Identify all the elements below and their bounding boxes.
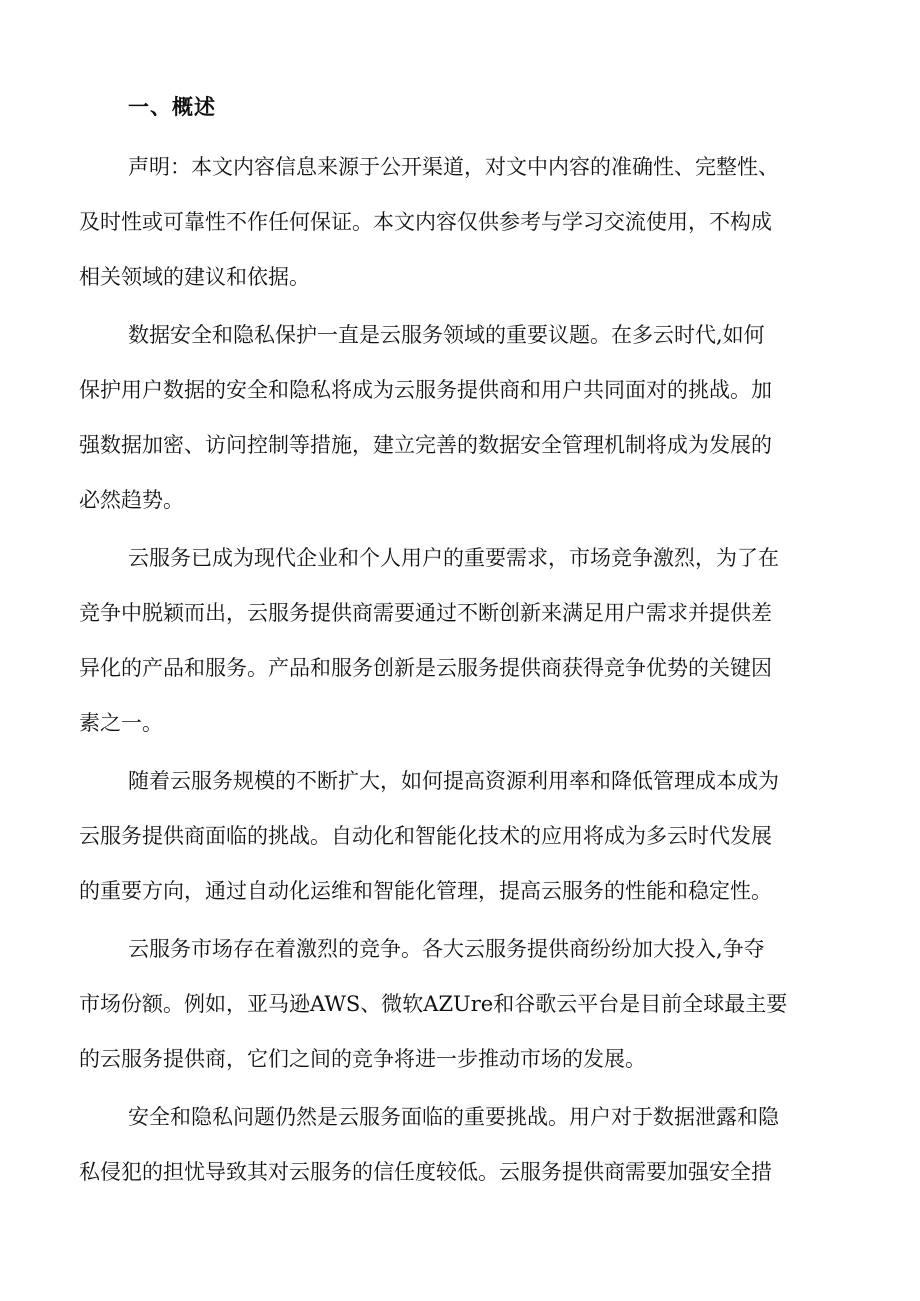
paragraph-line: 的重要方向，通过自动化运维和智能化管理，提高云服务的性能和稳定性。 xyxy=(79,879,772,903)
paragraph-line: 云服务市场存在着激烈的竞争。各大云服务提供商纷纷加大投入,争夺 xyxy=(128,937,765,961)
paragraph-line: 相关领域的建议和依据。 xyxy=(79,265,310,289)
paragraph-line: 必然趋势。 xyxy=(79,488,184,512)
paragraph-line: 异化的产品和服务。产品和服务创新是云服务提供商获得竞争优势的关键因 xyxy=(79,656,772,680)
paragraph-line: 的云服务提供商，它们之间的竞争将进一步推动市场的发展。 xyxy=(79,1047,646,1071)
paragraph-line: 随着云服务规模的不断扩大，如何提高资源利用率和降低管理成本成为 xyxy=(128,769,779,793)
section-heading: 一、概述 xyxy=(128,94,216,119)
paragraph-line: 云服务提供商面临的挑战。自动化和智能化技术的应用将成为多云时代发展 xyxy=(79,824,772,848)
paragraph-line: 安全和隐私问题仍然是云服务面临的重要挑战。用户对于数据泄露和隐 xyxy=(128,1105,779,1129)
paragraph-line: 素之一。 xyxy=(79,711,163,735)
paragraph-line: 及时性或可靠性不作任何保证。本文内容仅供参考与学习交流使用，不构成 xyxy=(79,210,772,234)
paragraph-line: 竞争中脱颖而出，云服务提供商需要通过不断创新来满足用户需求并提供差 xyxy=(79,601,772,625)
paragraph-line: 数据安全和隐私保护一直是云服务领域的重要议题。在多云时代,如何 xyxy=(128,323,765,347)
paragraph-line: 强数据加密、访问控制等措施，建立完善的数据安全管理机制将成为发展的 xyxy=(79,433,772,457)
paragraph-line: 保护用户数据的安全和隐私将成为云服务提供商和用户共同面对的挑战。加 xyxy=(79,378,772,402)
paragraph-line: 云服务已成为现代企业和个人用户的重要需求，市场竞争激烈，为了在 xyxy=(128,546,779,570)
paragraph-line: 私侵犯的担忧导致其对云服务的信任度较低。云服务提供商需要加强安全措 xyxy=(79,1160,772,1184)
paragraph-line: 声明：本文内容信息来源于公开渠道，对文中内容的准确性、完整性、 xyxy=(128,155,779,179)
paragraph-line: 市场份额。例如，亚马逊AWS、微软AZUre和谷歌云平台是目前全球最主要 xyxy=(79,992,788,1016)
